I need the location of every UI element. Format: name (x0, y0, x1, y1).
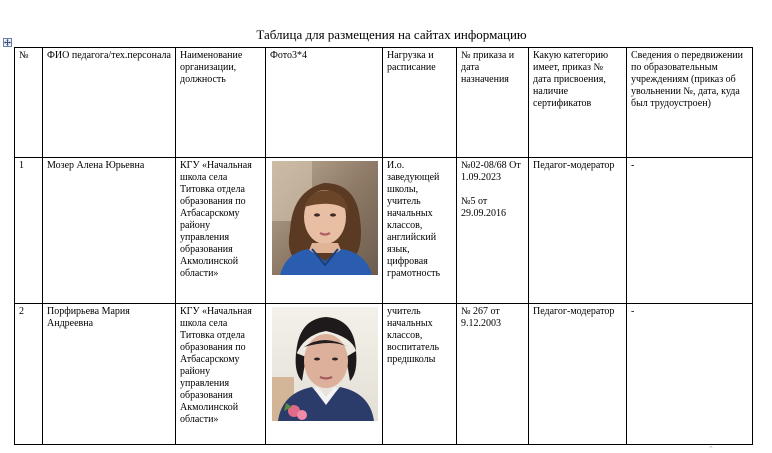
photo-cell (266, 158, 383, 304)
table-header-row (15, 48, 753, 158)
order-date (457, 158, 529, 304)
order-primary: № 267 от 9.12.2003 (461, 306, 501, 329)
load-schedule: И.о. заведующей школы, учитель начальных классов, английский язык, цифровая грамотность (383, 158, 457, 304)
column-header-number: № (15, 48, 43, 158)
column-header-order: № приказа и дата назначения (457, 48, 529, 158)
order-primary: №02-08/68 От 1.09.2023 (461, 160, 521, 183)
column-header-photo: Фото3*4 (266, 48, 383, 158)
info-table (14, 47, 753, 445)
teacher-name: Порфирьева Мария Андреевна (43, 304, 176, 445)
category: Педагог-модератор (529, 158, 627, 304)
column-header-name: ФИО педагога/тех.персонала (43, 48, 176, 158)
category: Педагог-модератор (529, 304, 627, 445)
movement-info: - (627, 158, 753, 304)
page-title: Таблица для размещения на сайтах информацию (256, 27, 527, 42)
movement-info: - (627, 304, 753, 445)
portrait-photo-icon (272, 307, 378, 421)
column-header-movement: Сведения о передвижении по образовательным учреждениям (приказ об увольнении №, дата, куда был трудоустроен) (627, 48, 753, 158)
table-row (15, 304, 753, 445)
load-schedule: учитель начальных классов, воспитатель предшколы (383, 304, 457, 445)
column-header-organization: Наименование организации, должность (176, 48, 266, 158)
photo-cell (266, 304, 383, 445)
order-secondary: №5 от 29.09.2016 (461, 196, 506, 219)
order-date (457, 304, 529, 445)
organization-position: КГУ «Начальная школа села Титовка отдела образования по Атбасарскому району управления образования Акмолинской области» (176, 304, 266, 445)
teacher-name: Мозер Алена Юрьевна (43, 158, 176, 304)
table-row (15, 158, 753, 304)
organization-position: КГУ «Начальная школа села Титовка отдела образования по Атбасарскому району управления образования Акмолинской области» (176, 158, 266, 304)
row-number: 2 (15, 304, 43, 445)
column-header-load: Нагрузка и расписание (383, 48, 457, 158)
row-number: 1 (15, 158, 43, 304)
resize-caret-icon: ⌃ (708, 445, 714, 453)
table-move-handle-icon[interactable] (3, 38, 12, 47)
column-header-category: Какую категорию имеет, приказ № дата присвоения, наличие сертификатов (529, 48, 627, 158)
portrait-photo-icon (272, 161, 378, 275)
